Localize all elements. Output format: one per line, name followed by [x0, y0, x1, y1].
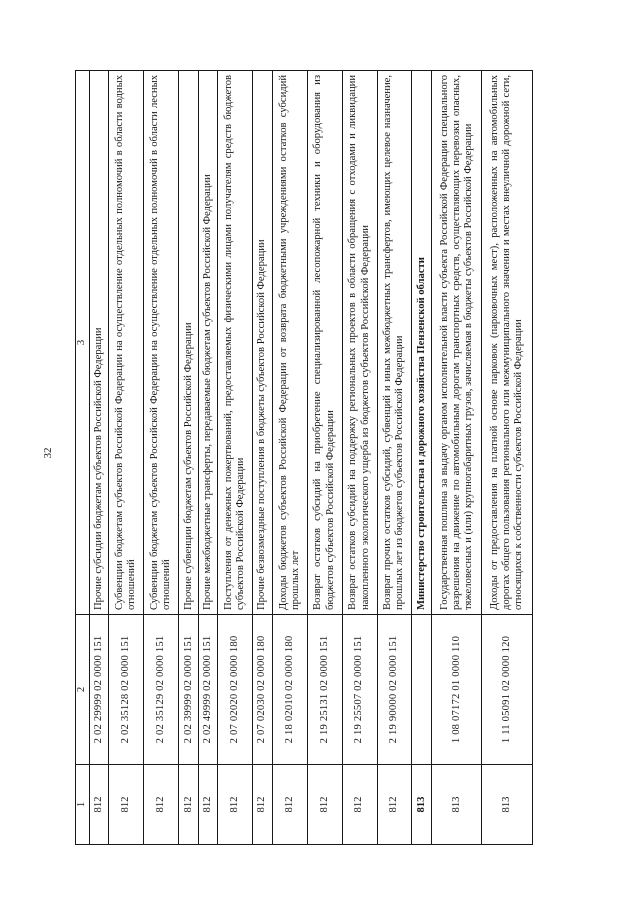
table-header-row [76, 71, 90, 845]
admin-code-cell: 812 [377, 765, 412, 845]
budget-code-cell: 2 02 39999 02 0000 151 [179, 615, 198, 765]
description-cell: Субвенции бюджетам субъектов Российской Федерации на осуществление отдельных полномочий в области лесных отношений [144, 71, 179, 615]
budget-code-cell: 2 18 02010 02 0000 180 [272, 615, 307, 765]
admin-code-cell: 813 [482, 765, 533, 845]
table-row [253, 71, 272, 845]
admin-code-cell: 812 [253, 765, 272, 845]
table-row [144, 71, 179, 845]
budget-code-cell: 2 02 29999 02 0000 151 [90, 615, 109, 765]
table-row [377, 71, 412, 845]
admin-code-cell: 812 [144, 765, 179, 845]
description-cell: Государственная пошлина за выдачу органом исполнительной власти субъекта Российской Федерации специального разрешения на движение по автомобильным дорогам транспортных средств, осуществляющих перевозки опасных, тяжеловесных и (или) крупногабаритных грузов, зачисляемая в бюджеты субъектов Российской Федерации [431, 71, 482, 615]
description-cell: Поступления от денежных пожертвований, предоставляемых физическими лицами получателям средств бюджетов субъектов Российской Федерации [218, 71, 253, 615]
table-row [307, 71, 342, 845]
budget-code-cell: 2 19 25507 02 0000 151 [342, 615, 377, 765]
rotated-page-content [75, 71, 533, 845]
description-cell: Возврат остатков субсидий на поддержку региональных проектов в области обращения с отходами и ликвидации накопленного экологического ущерба из бюджетов субъектов Российской Федерации [342, 71, 377, 615]
table-row [431, 71, 482, 845]
admin-code-cell: 812 [218, 765, 253, 845]
admin-code-cell: 813 [431, 765, 482, 845]
description-cell: Прочие межбюджетные трансферты, передаваемые бюджетам субъектов Российской Федерации [198, 71, 217, 615]
table-row [90, 71, 109, 845]
description-cell: Доходы от предоставления на платной основе парковок (парковочных мест), расположенных на автомобильных дорогах общего пользования регионального или межмуниципального значения и местах внеуличной дорожной сети, относящихся к собственности субъектов Российской Федерации [482, 71, 533, 615]
admin-code-cell: 812 [198, 765, 217, 845]
budget-code-cell: 2 07 02030 02 0000 180 [253, 615, 272, 765]
table-row [198, 71, 217, 845]
table-row [179, 71, 198, 845]
table-row [272, 71, 307, 845]
description-cell: Возврат остатков субсидий на приобретение специализированной лесопожарной техники и оборудования из бюджетов субъектов Российской Федерации [307, 71, 342, 615]
admin-code-cell: 812 [342, 765, 377, 845]
admin-code-cell: 813 [412, 765, 431, 845]
admin-code-cell: 812 [179, 765, 198, 845]
column-header: 3 [76, 71, 90, 615]
admin-code-cell: 812 [307, 765, 342, 845]
budget-code-cell: 1 11 05091 02 0000 120 [482, 615, 533, 765]
budget-codes-table [75, 70, 533, 845]
table-row [109, 71, 144, 845]
description-cell: Прочие безвозмездные поступления в бюджеты субъектов Российской Федерации [253, 71, 272, 615]
budget-code-cell: 2 19 25131 02 0000 151 [307, 615, 342, 765]
admin-code-cell: 812 [109, 765, 144, 845]
description-cell: Прочие субсидии бюджетам субъектов Российской Федерации [90, 71, 109, 615]
budget-code-cell: 2 02 35129 02 0000 151 [144, 615, 179, 765]
table-row [482, 71, 533, 845]
page-number: 32 [42, 447, 54, 459]
table-row [218, 71, 253, 845]
admin-code-cell: 812 [272, 765, 307, 845]
table-row [342, 71, 377, 845]
budget-code-cell: 2 02 35128 02 0000 151 [109, 615, 144, 765]
budget-code-cell: 2 19 90000 02 0000 151 [377, 615, 412, 765]
column-header: 2 [76, 615, 90, 765]
budget-code-cell: 2 02 49999 02 0000 151 [198, 615, 217, 765]
description-cell: Прочие субвенции бюджетам субъектов Российской Федерации [179, 71, 198, 615]
description-cell: Доходы бюджетов субъектов Российской Федерации от возврата бюджетными учреждениями остатков субсидий прошлых лет [272, 71, 307, 615]
description-cell: Субвенции бюджетам субъектов Российской Федерации на осуществление отдельных полномочий в области водных отношений [109, 71, 144, 615]
budget-code-cell: 1 08 07172 01 0000 110 [431, 615, 482, 765]
admin-code-cell: 812 [90, 765, 109, 845]
column-header: 1 [76, 765, 90, 845]
budget-code-cell [412, 615, 431, 765]
budget-code-cell: 2 07 02020 02 0000 180 [218, 615, 253, 765]
description-cell: Возврат прочих остатков субсидий, субвенций и иных межбюджетных трансфертов, имеющих целевое назначение, прошлых лет из бюджетов субъектов Российской Федерации [377, 71, 412, 615]
section-header-row [412, 71, 431, 845]
ministry-name-cell: Министерство строительства и дорожного хозяйства Пензенской области [412, 71, 431, 615]
